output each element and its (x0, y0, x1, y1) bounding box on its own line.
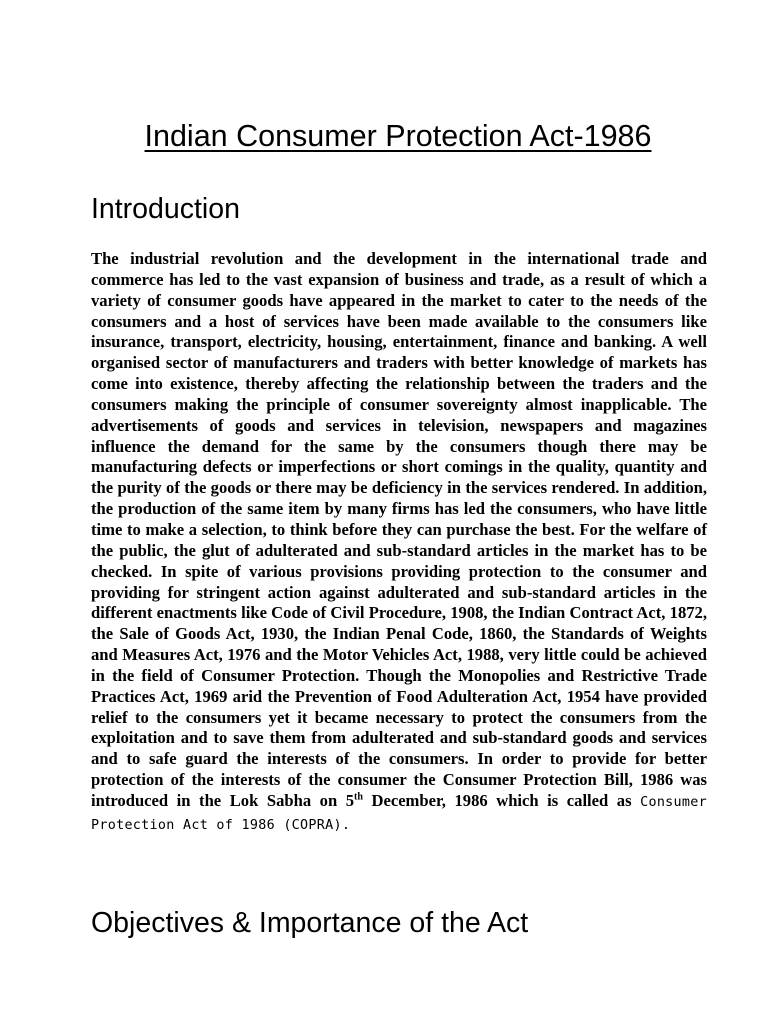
introduction-text: The industrial revolution and the development in the international trade and commerce has led to the vast expansion of business and trade, as a result of which a variety of consumer goods have appeared in the market to cater to the needs of the consumers and a host of services have been made available to the consumers like insurance, transport, electricity, housing, entertainment, finance and banking. A well organised sector of manufacturers and traders with better knowledge of markets has come into existence, thereby affecting the relationship between the traders and the consumers making the principle of consumer sovereignty almost inapplicable. The advertisements of goods and services in television, newspapers and magazines influence the demand for the same by the consumers though there may be manufacturing defects or imperfections or short comings in the quality, quantity and the purity of the goods or there may be deficiency in the services rendered. In addition, the production of the same item by many firms has led the consumers, who have little time to make a selection, to think before they can purchase the best. For the welfare of the public, the glut of adulterated and sub-standard articles in the market has to be checked. In spite of various provisions providing protection to the consumer and providing for stringent action against adulterated and sub-standard articles in the different enactments like Code of Civil Procedure, 1908, the Indian Contract Act, 1872, the Sale of Goods Act, 1930, the Indian Penal Code, 1860, the Standards of Weights and Measures Act, 1976 and the Motor Vehicles Act, 1988, very little could be achieved in the field of Consumer Protection. Though the Monopolies and Restrictive Trade Practices Act, 1969 arid the Prevention of Food Adulteration Act, 1954 have provided relief to the consumers yet it became necessary to protect the consumers from the exploitation and to save them from adulterated and sub-standard goods and services and to safe guard the interests of the consumers. In order to provide for better protection of the interests of the consumer the Consumer Protection Bill, 1986 was introduced in the Lok Sabha on (91, 249, 707, 810)
date-rest: December, 1986 which is called as (362, 790, 641, 810)
document-title: Indian Consumer Protection Act-1986 (144, 119, 652, 153)
date-suffix: th (354, 791, 363, 803)
act-name: Consumer Protection Act of 1986 (COPRA). (91, 794, 707, 833)
introduction-paragraph (91, 249, 707, 837)
date-day: 5 (345, 790, 355, 810)
introduction-heading: Introduction (91, 193, 240, 225)
objectives-heading: Objectives & Importance of the Act (91, 907, 529, 939)
